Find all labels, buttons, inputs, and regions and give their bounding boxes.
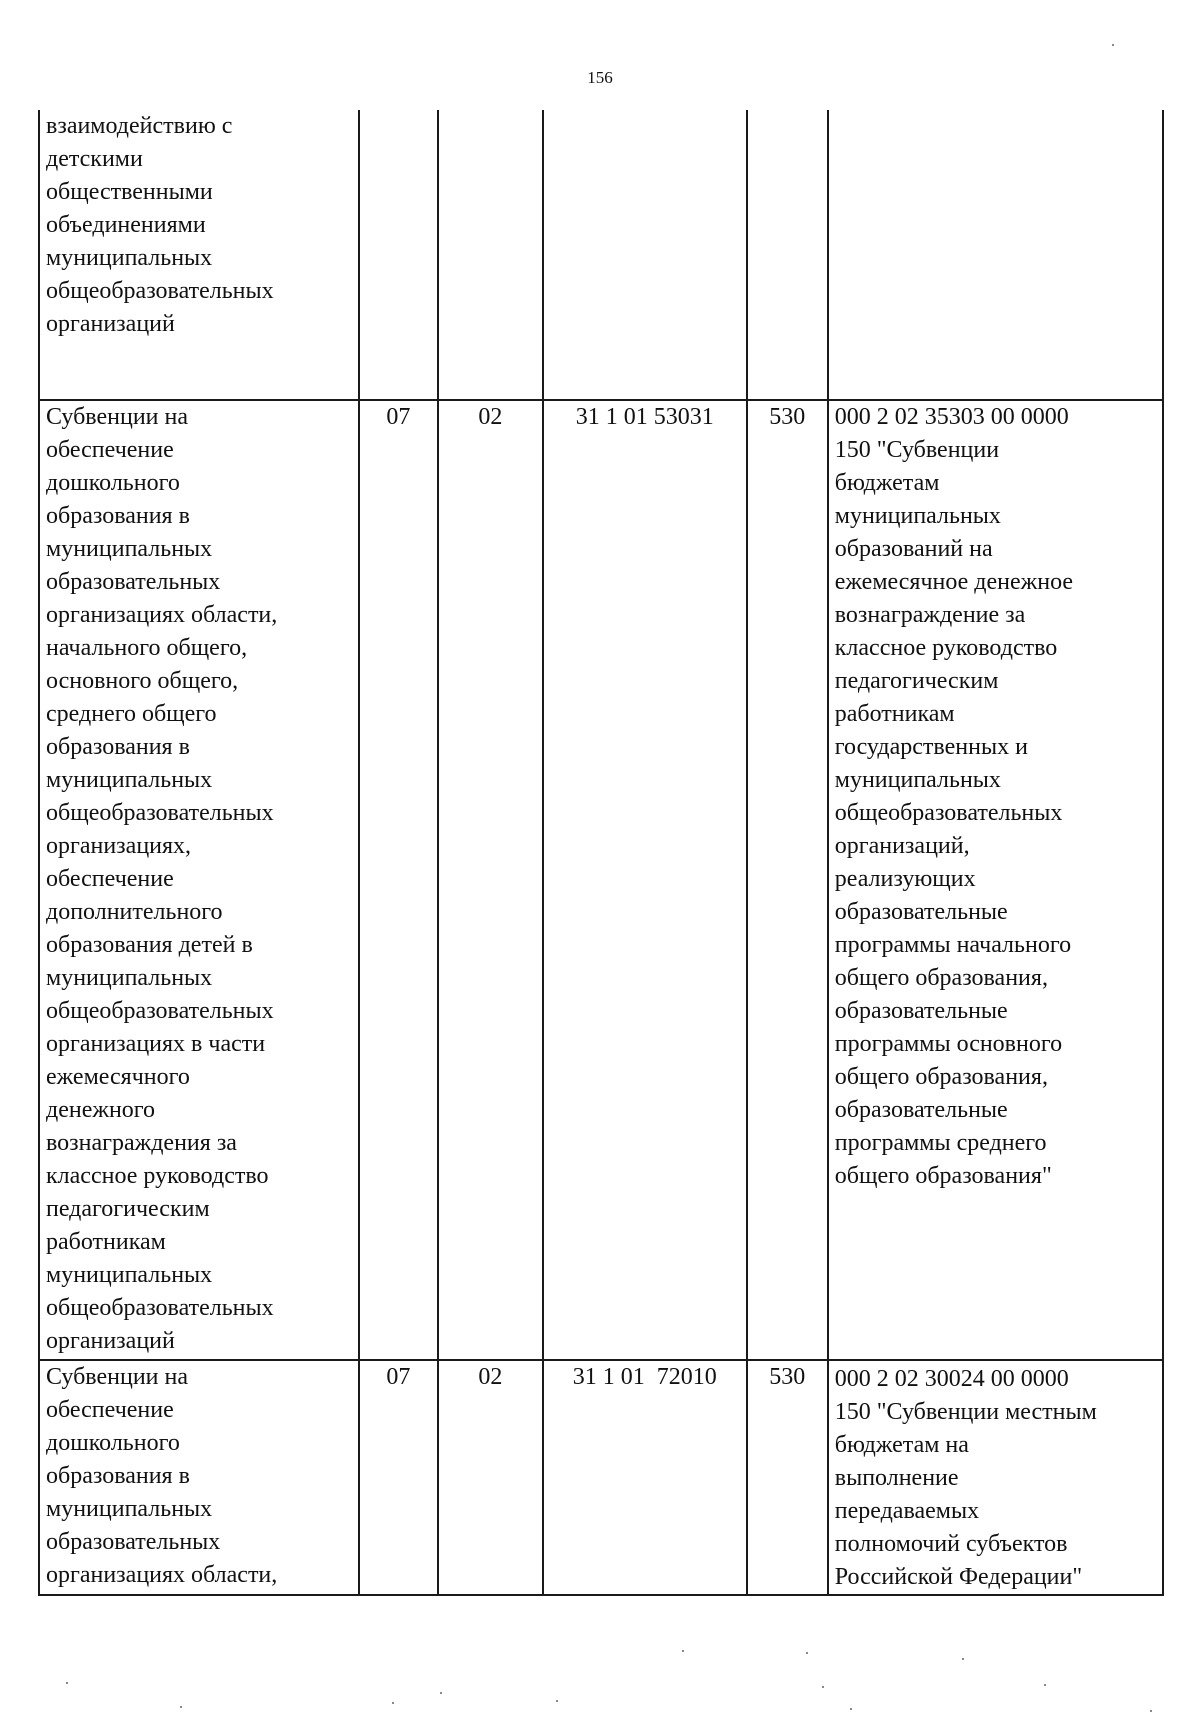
revenue-code: 000 2 02 30024 00 0000 150 "Субвенции местным бюджетам на выполнение передаваемых полномочий субъектов Российской Федерации" bbox=[834, 1366, 1097, 1590]
scan-speck bbox=[962, 1658, 964, 1660]
scan-speck bbox=[556, 1700, 558, 1702]
section-cell bbox=[359, 110, 438, 400]
target-article-cell: 31 1 01 53031 bbox=[543, 400, 747, 1360]
table-row bbox=[39, 400, 1163, 1360]
revenue-code-cell bbox=[828, 110, 1163, 400]
expense-type-cell: 530 bbox=[747, 1360, 828, 1595]
revenue-code: 000 2 02 35303 00 0000 150 "Субвенции бюджетам муниципальных образований на ежемесячное денежное вознаграждение за классное руководство педагогическим работникам государственных и муниципальных общеобразовательных организаций, реализующих образовательные программы начального общего образования, образовательные программы основного общего образования, образовательные программы среднего общего образования" bbox=[834, 404, 1074, 1189]
scan-speck bbox=[682, 1650, 684, 1652]
budget-table bbox=[38, 110, 1164, 1596]
target-article-cell bbox=[543, 110, 747, 400]
revenue-code-cell bbox=[828, 1360, 1163, 1595]
expense-name: взаимодействию с детскими общественными объединениями муниципальных общеобразовательных организаций bbox=[46, 113, 274, 337]
table-row bbox=[39, 110, 1163, 400]
subsection-cell: 02 bbox=[438, 1360, 543, 1595]
expense-type-cell bbox=[747, 110, 828, 400]
scan-speck bbox=[180, 1706, 182, 1708]
expense-name: Субвенции на обеспечение дошкольного образования в муниципальных образовательных организациях области, начального общего, основного общего, среднего общего образования в муниципальных общеобразовательных организациях, обеспечение дополнительного образования детей в муниципальных общеобразовательных организациях в части ежемесячного денежного вознаграждения за классное руководство педагогическим работникам муниципальных общеобразовательных организаций bbox=[46, 404, 278, 1354]
page-number: 156 bbox=[587, 68, 613, 87]
table-row bbox=[39, 1360, 1163, 1595]
expense-name: Субвенции на обеспечение дошкольного образования в муниципальных образовательных организациях области, bbox=[46, 1364, 278, 1588]
scan-speck bbox=[850, 1708, 852, 1710]
scan-speck bbox=[1150, 1710, 1152, 1712]
expense-name-cell bbox=[39, 110, 359, 400]
scan-speck bbox=[66, 1682, 68, 1684]
subsection-cell: 02 bbox=[438, 400, 543, 1360]
subsection-cell bbox=[438, 110, 543, 400]
scan-speck bbox=[440, 1692, 442, 1694]
scan-speck bbox=[822, 1686, 824, 1688]
revenue-code-cell bbox=[828, 400, 1163, 1360]
section-cell: 07 bbox=[359, 400, 438, 1360]
scan-speck bbox=[1112, 44, 1114, 46]
section-cell: 07 bbox=[359, 1360, 438, 1595]
scan-speck bbox=[806, 1652, 808, 1654]
target-article-cell: 31 1 01 72010 bbox=[543, 1360, 747, 1595]
scan-speck bbox=[1044, 1684, 1046, 1686]
expense-type-cell: 530 bbox=[747, 400, 828, 1360]
expense-name-cell bbox=[39, 400, 359, 1360]
scan-speck bbox=[392, 1702, 394, 1704]
expense-name-cell bbox=[39, 1360, 359, 1595]
